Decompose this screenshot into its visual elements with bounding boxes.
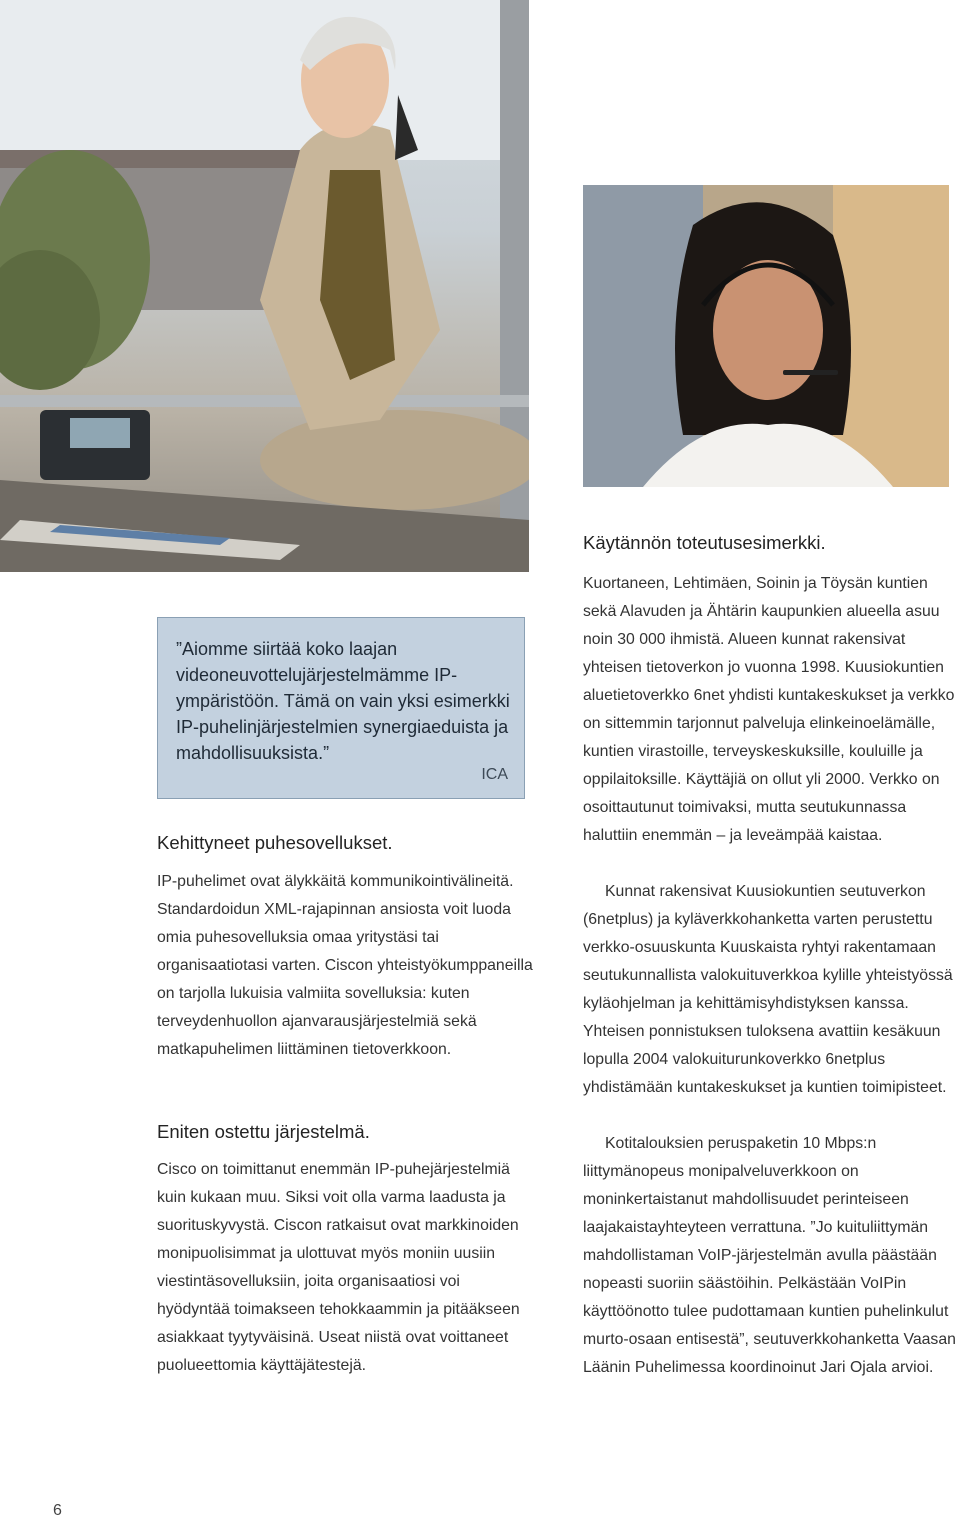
photo-right-illustration [583, 185, 949, 487]
heading-most-purchased: Eniten ostettu järjestelmä. [157, 1121, 370, 1142]
paragraph-advanced-voice-apps: IP-puhelimet ovat älykkäitä kommunikointivälineitä. Standardoidun XML-rajapinnan ansiosta voit luoda omia puhesovelluksia omaa yritystäsi tai organisaatiotasi varten. Ciscon yhteistyökumppaneilla on tarjolla lukuisia valmiita sovelluksia: kuten terveydenhuollon ajanvarausjärjestelmiä sekä matkapuhelimen liittäminen tietoverkkoon. [157, 873, 533, 1058]
quote-source: ICA [481, 766, 508, 783]
quote-box [157, 617, 525, 799]
call-center-agent-headset-photo [583, 185, 949, 487]
office-woman-on-phone-photo [0, 0, 529, 572]
heading-practical-example: Käytännön toteutusesimerkki. [583, 532, 826, 553]
paragraph-example-1: Kuortaneen, Lehtimäen, Soinin ja Töysän kuntien sekä Alavuden ja Ähtärin kaupunkien alueella asuu noin 30 000 ihmistä. Alueen kunnat rakensivat yhteisen tietoverkon jo vuonna 1998. Kuusiokuntien aluetietoverkko 6net yhdisti kuntakeskukset ja verkko on sittemmin tarjonnut palveluja elinkeinoelämälle, kuntien virastoille, terveyskeskuksille, kouluille ja oppilaitoksille. Käyttäjiä on ollut yli 2000. Verkko on osoittautunut toimivaksi, mutta seutukunnassa haluttiin enemmän – ja leveämpää kaistaa. [583, 575, 955, 844]
paragraph-example-2: Kunnat rakensivat Kuusiokuntien seutuverkon (6netplus) ja kyläverkkohanketta varten perustettu verkko-osuuskunta Kuuskaista ryhtyi rakentamaan seutukunnallista valokuituverkkoa kylille yhteistyössä kyläohjelman ja kehittämisyhdistyksen kanssa. Yhteisen ponnistuksen tuloksena avattiin kesäkuun lopulla 2004 valokuiturunkoverkko 6netplus yhdistämään kuntakeskukset ja kuntien toimipisteet. [583, 883, 953, 1096]
paragraph-most-purchased: Cisco on toimittanut enemmän IP-puhejärjestelmiä kuin kukaan muu. Siksi voit olla varma laadusta ja suorituskyvystä. Ciscon ratkaisut ovat markkinoiden monipuolisimmat ja ulottuvat myös moniin uusiin viestintäsovelluksiin, joita organisaatiosi voi hyödyntää toimakseen tehokkaammin ja pitääkseen asiakkaat tyytyväisinä. Useat niistä ovat voittaneet puolueettomia käyttäjätestejä. [157, 1161, 520, 1374]
photo-left-illustration [0, 0, 529, 572]
page-number: 6 [53, 1502, 62, 1519]
heading-advanced-voice-apps: Kehittyneet puhesovellukset. [157, 832, 393, 853]
quote-text: ”Aiomme siirtää koko laajan videoneuvottelujärjestelmämme IP-ympäristöön. Tämä on vain yksi esimerkki IP-puhelinjärjestelmien synergiaeduista ja mahdollisuuksista.” [176, 639, 510, 763]
paragraph-example-3: Kotitalouksien peruspaketin 10 Mbps:n liittymänopeus monipalveluverkkoon on moninkertaistanut mahdollisuudet perinteiseen laajakaistayhteyteen verrattuna. ”Jo kuituliittymän mahdollistaman VoIP-järjestelmän avulla päästään nopeasti suoriin säästöihin. Pelkästään VoIPin käyttöönotto tulee pudottamaan kuntien puhelinkulut murto-osaan entisestä”, seutuverkkohanketta Vaasan Läänin Puhelimessa koordinoinut Jari Ojala arvioi. [583, 1135, 956, 1376]
